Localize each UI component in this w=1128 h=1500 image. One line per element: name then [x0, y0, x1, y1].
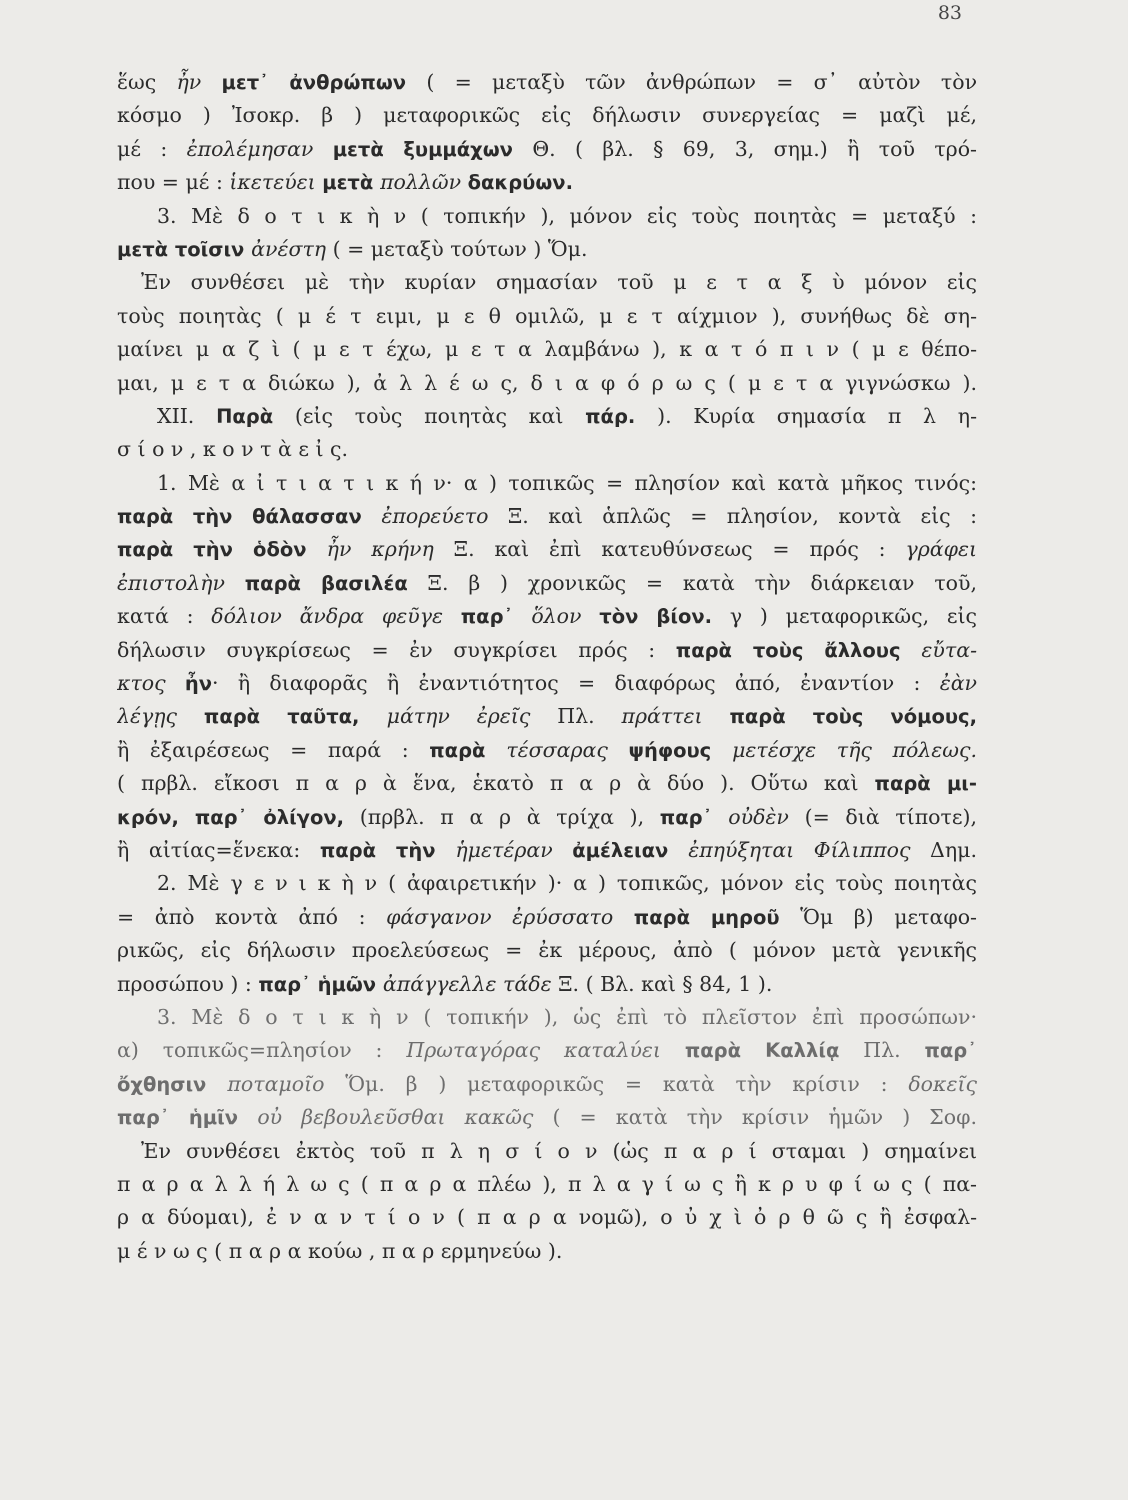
text-line: XII. Παρὰ (εἰς τοὺς ποιητὰς καὶ πάρ. ). Κυρία σημασία π λ η-	[157, 403, 977, 428]
page-number: 83	[937, 2, 962, 24]
text-line: μέ : ἐπολέμησαν μετὰ ξυμμάχων Θ. ( βλ. § 69, 3, σημ.) ἢ τοῦ τρό-	[117, 136, 977, 161]
text-line: ἐπιστολὴν παρὰ βασιλέα Ξ. β ) χρονικῶς = κατὰ τὴν διάρκειαν τοῦ,	[117, 570, 977, 595]
text-line: Ἐν συνθέσει μὲ τὴν κυρίαν σημασίαν τοῦ μ ε τ α ξ ὺ μόνον εἰς	[141, 270, 977, 295]
text-line: 3. Μὲ δ ο τ ι κ ὴ ν ( τοπικήν ), ὡς ἐπὶ τὸ πλεῖστον ἐπὶ προσώπων·	[157, 1004, 977, 1029]
text-line: 1. Μὲ α ἰ τ ι α τ ι κ ή ν· α ) τοπικῶς = πλησίον καὶ κατὰ μῆκος τινός:	[157, 470, 977, 495]
text-line: κρόν, παρ᾽ ὀλίγον, (πρβλ. π α ρ ὰ τρίχα ), παρ᾽ οὐδὲν (= διὰ τίποτε),	[117, 804, 977, 829]
text-line: 3. Μὲ δ ο τ ι κ ὴ ν ( τοπικήν ), μόνον εἰς τοὺς ποιητὰς = μεταξύ :	[157, 203, 977, 228]
text-line: ( πρβλ. εἴκοσι π α ρ ὰ ἕνα, ἑκατὸ π α ρ ὰ δύο ). Οὕτω καὶ παρὰ μι-	[117, 771, 977, 796]
text-line: ὄχθησιν ποταμοῖο Ὅμ. β ) μεταφορικῶς = κατὰ τὴν κρίσιν : δοκεῖς	[117, 1071, 977, 1096]
text-line: ἢ ἐξαιρέσεως = παρά : παρὰ τέσσαρας ψήφους μετέσχε τῆς πόλεως.	[117, 737, 977, 762]
text-line: παρὰ τὴν ὁδὸν ἦν κρήνη Ξ. καὶ ἐπὶ κατευθύνσεως = πρός : γράφει	[117, 537, 977, 562]
text-line: ρικῶς, εἰς δήλωσιν προελεύσεως = ἐκ μέρους, ἀπὸ ( μόνον μετὰ γενικῆς	[117, 938, 977, 963]
text-line: μαίνει μ α ζ ὶ ( μ ε τ έχω, μ ε τ α λαμβάνω ), κ α τ ό π ι ν ( μ ε θέπο-	[117, 337, 977, 362]
text-line: 2. Μὲ γ ε ν ι κ ὴ ν ( ἀφαιρετικήν )· α ) τοπικῶς, μόνον εἰς τοὺς ποιητὰς	[157, 871, 977, 896]
text-line: παρὰ τὴν θάλασσαν ἐπορεύετο Ξ. καὶ ἁπλῶς = πλησίον, κοντὰ εἰς :	[117, 504, 977, 529]
text-line: κτος ἦν· ἢ διαφορᾶς ἢ ἐναντιότητος = διαφόρως ἀπό, ἐναντίον : ἐὰν	[117, 671, 977, 696]
text-line: παρ᾽ ἡμῖν οὐ βεβουλεῦσθαι κακῶς ( = κατὰ τὴν κρίσιν ἡμῶν ) Σοφ.	[117, 1105, 977, 1130]
text-line: π α ρ α λ λ ή λ ω ς ( π α ρ α πλέω ), π λ α γ ί ω ς ἢ κ ρ υ φ ί ω ς ( πα-	[117, 1171, 977, 1196]
text-line: = ἀπὸ κοντὰ ἀπό : φάσγανον ἐρύσσατο παρὰ μηροῦ Ὅμ β) μεταφο-	[117, 904, 977, 929]
text-line: σ ί ο ν , κ ο ν τ ὰ ε ἰ ς.	[117, 437, 349, 462]
text-line: α) τοπικῶς=πλησίον : Πρωταγόρας καταλύει παρὰ Καλλίᾳ Πλ. παρ᾽	[117, 1038, 977, 1063]
text-line: μαι, μ ε τ α διώκω ), ἀ λ λ έ ω ς, δ ι α φ ό ρ ω ς ( μ ε τ α γιγνώσκω ).	[117, 370, 977, 395]
text-line: Ἐν συνθέσει ἐκτὸς τοῦ π λ η σ ί ο ν (ὡς π α ρ ί σταμαι ) σημαίνει	[141, 1138, 977, 1163]
text-line: δήλωσιν συγκρίσεως = ἐν συγκρίσει πρός : παρὰ τοὺς ἄλλους εὔτα-	[117, 637, 977, 662]
text-line: λέγῃς παρὰ ταῦτα, μάτην ἐρεῖς Πλ. πράττει παρὰ τοὺς νόμους,	[117, 704, 977, 729]
text-line: ρ α δύομαι), ἐ ν α ν τ ί ο ν ( π α ρ α νομῶ), ο ὐ χ ὶ ὀ ρ θ ῶ ς ἢ ἐσφαλ-	[117, 1205, 977, 1230]
text-line: προσώπου ) : παρ᾽ ἡμῶν ἀπάγγελλε τάδε Ξ. ( Βλ. καὶ § 84, 1 ).	[117, 971, 773, 996]
text-line: ἢ αἰτίας=ἕνεκα: παρὰ τὴν ἡμετέραν ἀμέλειαν ἐπηύξηται Φίλιππος Δημ.	[117, 837, 977, 862]
text-line: μ έ ν ω ς ( π α ρ α κούω , π α ρ ερμηνεύω ).	[117, 1238, 563, 1263]
text-line: κατά : δόλιον ἄνδρα φεῦγε παρ᾽ ὅλον τὸν βίον. γ ) μεταφορικῶς, εἰς	[117, 604, 977, 629]
body-text	[117, 66, 977, 1268]
text-line: που = μέ : ἱκετεύει μετὰ πολλῶν δακρύων.	[117, 170, 573, 195]
text-line: κόσμο ) Ἰσοκρ. β ) μεταφορικῶς εἰς δήλωσιν συνεργείας = μαζὶ μέ,	[117, 103, 977, 128]
text-line: τοὺς ποιητὰς ( μ έ τ ειμι, μ ε θ ομιλῶ, μ ε τ αίχμιον ), συνήθως δὲ ση-	[117, 303, 977, 328]
text-line: μετὰ τοῖσιν ἀνέστη ( = μεταξὺ τούτων ) Ὅμ.	[117, 236, 588, 261]
text-line: ἕως ἦν μετ᾽ ἀνθρώπων ( = μεταξὺ τῶν ἀνθρώπων = σ᾽ αὐτὸν τὸν	[117, 70, 977, 94]
